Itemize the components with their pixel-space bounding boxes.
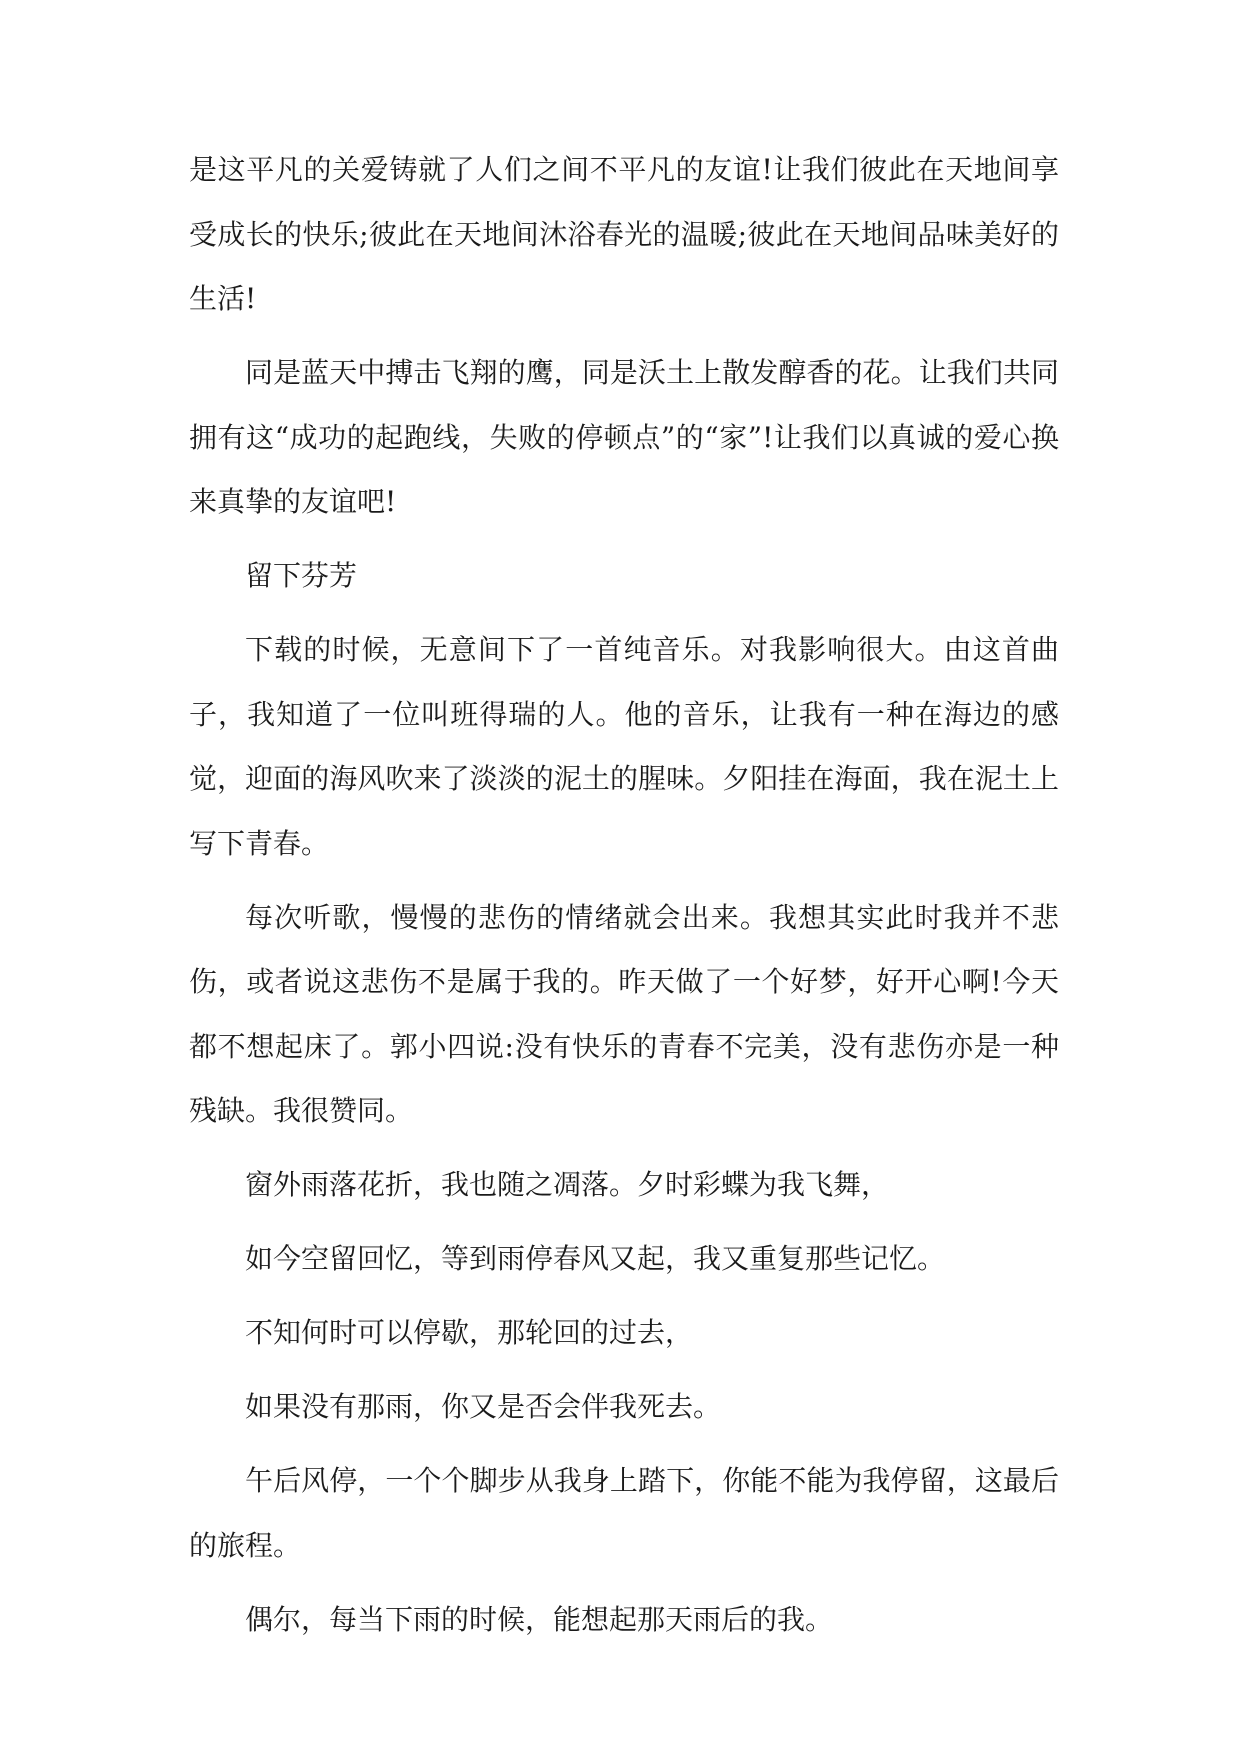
paragraph: 同是蓝天中搏击飞翔的鹰，同是沃土上散发醇香的花。让我们共同拥有这“成功的起跑线，失败的停顿点”的“家”!让我们以真诚的爱心换来真挚的友谊吧!: [189, 356, 1059, 518]
paragraph: 下载的时候，无意间下了一首纯音乐。对我影响很大。由这首曲子，我知道了一位叫班得瑞的人。他的音乐，让我有一种在海边的感觉，迎面的海风吹来了淡淡的泥土的腥味。夕阳挂在海面，我在泥土上写下青春。: [189, 633, 1059, 860]
poem-line: 窗外雨落花折，我也随之凋落。夕时彩蝶为我飞舞，: [245, 1168, 890, 1201]
section-title: 留下芬芳: [245, 559, 358, 592]
poem-line: 如今空留回忆，等到雨停春风又起，我又重复那些记忆。: [245, 1242, 946, 1275]
document-body: [189, 138, 1059, 1662]
paragraph-continuation: 是这平凡的关爱铸就了人们之间不平凡的友谊!让我们彼此在天地间享受成长的快乐;彼此在天地间沐浴春光的温暖;彼此在天地间品味美好的生活!: [189, 153, 1059, 315]
paragraph: 每次听歌，慢慢的悲伤的情绪就会出来。我想其实此时我并不悲伤，或者说这悲伤不是属于我的。昨天做了一个好梦，好开心啊!今天都不想起床了。郭小四说:没有快乐的青春不完美，没有悲伤亦是一种残缺。我很赞同。: [189, 900, 1059, 1127]
poem-line: 不知何时可以停歇，那轮回的过去，: [245, 1316, 694, 1349]
paragraph: 午后风停，一个个脚步从我身上踏下，你能不能为我停留，这最后的旅程。: [189, 1464, 1059, 1562]
paragraph: 偶尔，每当下雨的时候，能想起那天雨后的我。: [245, 1602, 834, 1636]
poem-line: 如果没有那雨，你又是否会伴我死去。: [245, 1390, 722, 1423]
